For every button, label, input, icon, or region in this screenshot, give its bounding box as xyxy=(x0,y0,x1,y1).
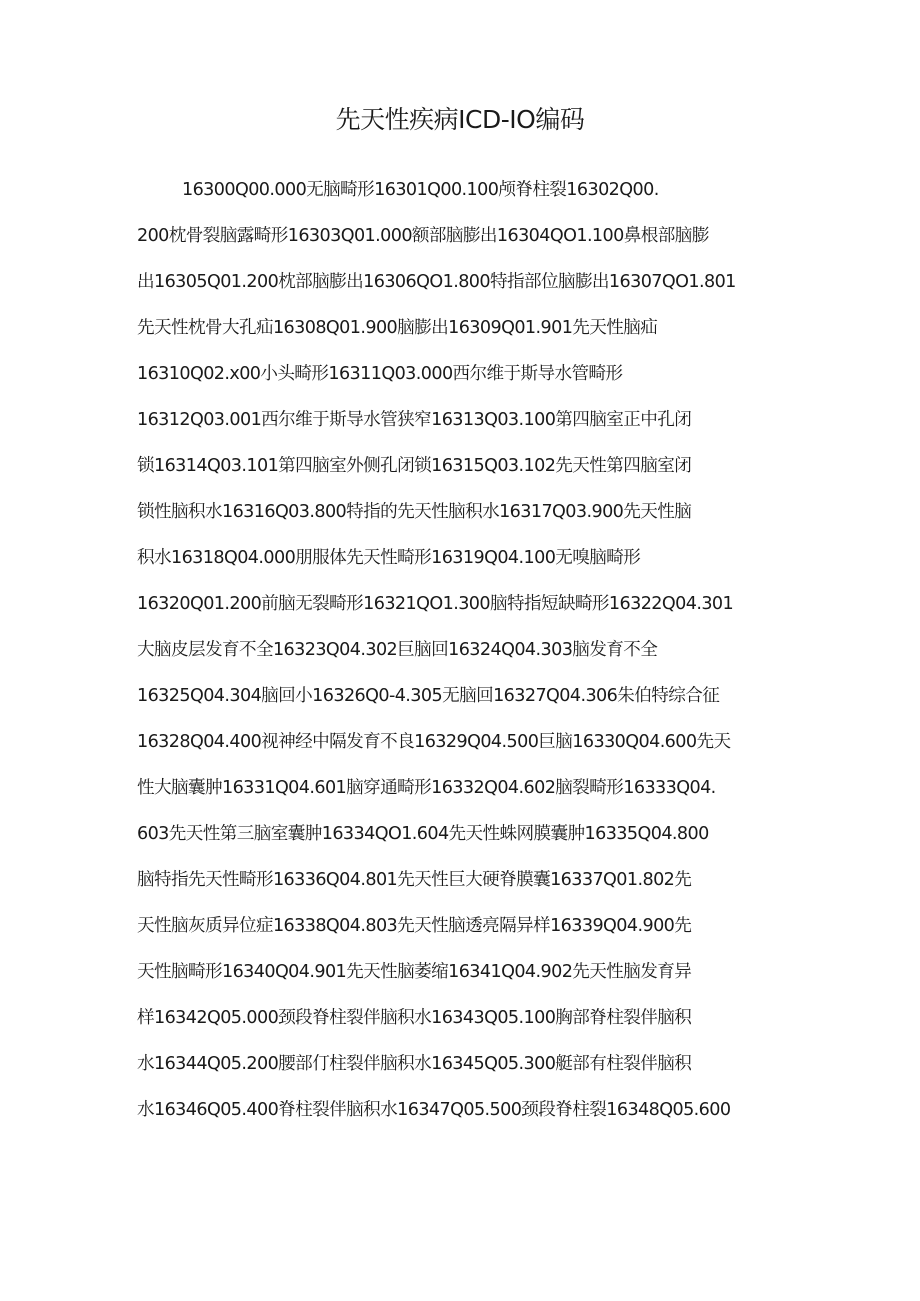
text-line: 先天性枕骨大孔疝16308Q01.900脑膨出16309Q01.901先天性脑疝 xyxy=(137,318,658,338)
text-line: 样16342Q05.000颈段脊柱裂伴脑积水16343Q05.100胸部脊柱裂伴脑积 xyxy=(137,1008,692,1028)
text-line: 16320Q01.200前脑无裂畸形16321QO1.300脑特指短缺畸形16322Q04.301 xyxy=(137,594,734,614)
document-title: 先天性疾病ICD-IO编码 xyxy=(335,105,585,134)
text-line: 天性脑畸形16340Q04.901先天性脑萎缩16341Q04.902先天性脑发育异 xyxy=(137,962,692,982)
text-line: 性大脑囊肿16331Q04.601脑穿通畸形16332Q04.602脑裂畸形16333Q04. xyxy=(137,778,716,798)
text-line: 锁16314Q03.101第四脑室外侧孔闭锁16315Q03.102先天性第四脑室闭 xyxy=(137,456,692,476)
text-line: 16325Q04.304脑回小16326Q0-4.305无脑回16327Q04.306朱伯特综合征 xyxy=(137,686,720,706)
text-line: 200枕骨裂脑露畸形16303Q01.000额部脑膨出16304QO1.100鼻根部脑膨 xyxy=(137,226,709,246)
text-line: 603先天性第三脑室囊肿16334QO1.604先天性蛛网膜囊肿16335Q04.800 xyxy=(137,824,709,844)
text-line: 16328Q04.400视神经中隔发育不良16329Q04.500巨脑16330Q04.600先天 xyxy=(137,732,731,752)
text-line: 锁性脑积水16316Q03.800特指的先天性脑积水16317Q03.900先天性脑 xyxy=(137,502,692,522)
text-line: 天性脑灰质异位症16338Q04.803先天性脑透亮隔异样16339Q04.900先 xyxy=(137,916,692,936)
text-line: 水16346Q05.400脊柱裂伴脑积水16347Q05.500颈段脊柱裂16348Q05.600 xyxy=(137,1100,731,1120)
text-line: 大脑皮层发育不全16323Q04.302巨脑回16324Q04.303脑发育不全 xyxy=(137,640,658,660)
text-line: 16300Q00.000无脑畸形16301Q00.100颅脊柱裂16302Q00. xyxy=(182,180,659,200)
text-line: 脑特指先天性畸形16336Q04.801先天性巨大硬脊膜囊16337Q01.802先 xyxy=(137,870,692,890)
text-line: 积水16318Q04.000朋服体先天性畸形16319Q04.100无嗅脑畸形 xyxy=(137,548,641,568)
text-line: 16310Q02.x00小头畸形16311Q03.000西尔维于斯导水管畸形 xyxy=(137,364,623,384)
text-line: 出16305Q01.200枕部脑膨出16306QO1.800特指部位脑膨出16307QO1.801 xyxy=(137,272,736,292)
text-line: 16312Q03.001西尔维于斯导水管狭窄16313Q03.100第四脑室正中孔闭 xyxy=(137,410,692,430)
text-line: 水16344Q05.200腰部仃柱裂伴脑积水16345Q05.300艇部有柱裂伴脑积 xyxy=(137,1054,692,1074)
